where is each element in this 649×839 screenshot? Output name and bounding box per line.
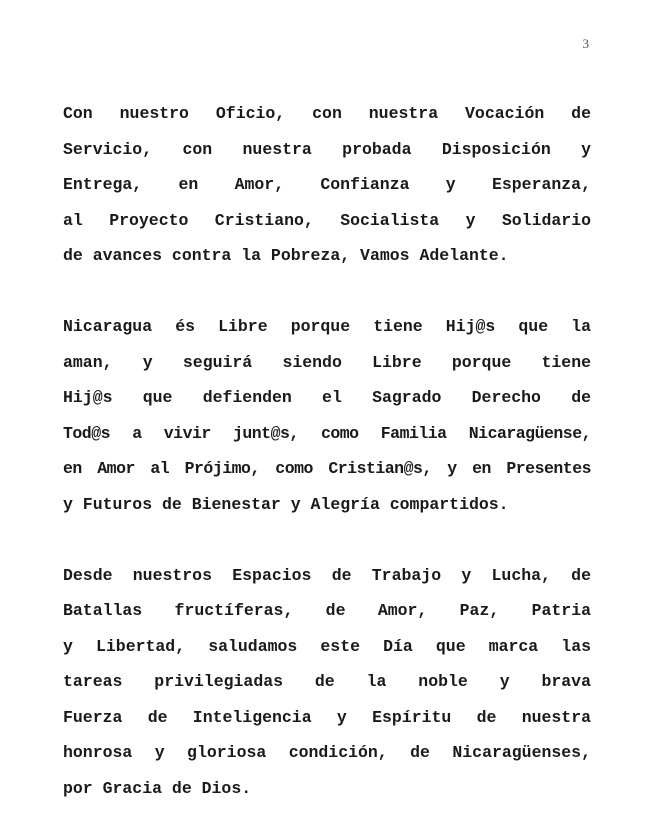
text-line: Batallas fructíferas, de Amor, Paz, Patria <box>63 601 591 620</box>
text-line: de avances contra la Pobreza, Vamos Adelante. <box>63 246 509 265</box>
text-line: Nicaragua és Libre porque tiene Hij@s que la <box>63 317 591 336</box>
text-line: Desde nuestros Espacios de Trabajo y Lucha, de <box>63 565 591 585</box>
text-line: Entrega, en Amor, Confianza y Esperanza, <box>63 175 591 194</box>
text-line: honrosa y gloriosa condición, de Nicaragüenses, <box>63 743 591 762</box>
paragraph-3 <box>63 558 591 807</box>
paragraph-1 <box>63 96 591 274</box>
document-body <box>63 96 591 806</box>
paragraph-2 <box>63 309 591 522</box>
text-line: Hij@s que defienden el Sagrado Derecho de <box>63 388 591 407</box>
text-line: Con nuestro Oficio, con nuestra Vocación de <box>63 104 591 123</box>
text-line: Tod@s a vivir junt@s, como Familia Nicaragüense, <box>63 423 591 443</box>
page-number: 3 <box>582 36 589 51</box>
text-line: aman, y seguirá siendo Libre porque tiene <box>63 352 591 372</box>
text-line: al Proyecto Cristiano, Socialista y Solidario <box>63 210 591 230</box>
text-line: y Futuros de Bienestar y Alegría compartidos. <box>63 494 509 514</box>
text-line: Fuerza de Inteligencia y Espíritu de nuestra <box>63 707 591 727</box>
text-line: Servicio, con nuestra probada Disposición y <box>63 139 591 159</box>
text-line: por Gracia de Dios. <box>63 778 252 798</box>
text-line: tareas privilegiadas de la noble y brava <box>63 672 591 691</box>
text-line: en Amor al Prójimo, como Cristian@s, y en Presentes <box>63 459 591 478</box>
text-line: y Libertad, saludamos este Día que marca las <box>63 636 591 656</box>
